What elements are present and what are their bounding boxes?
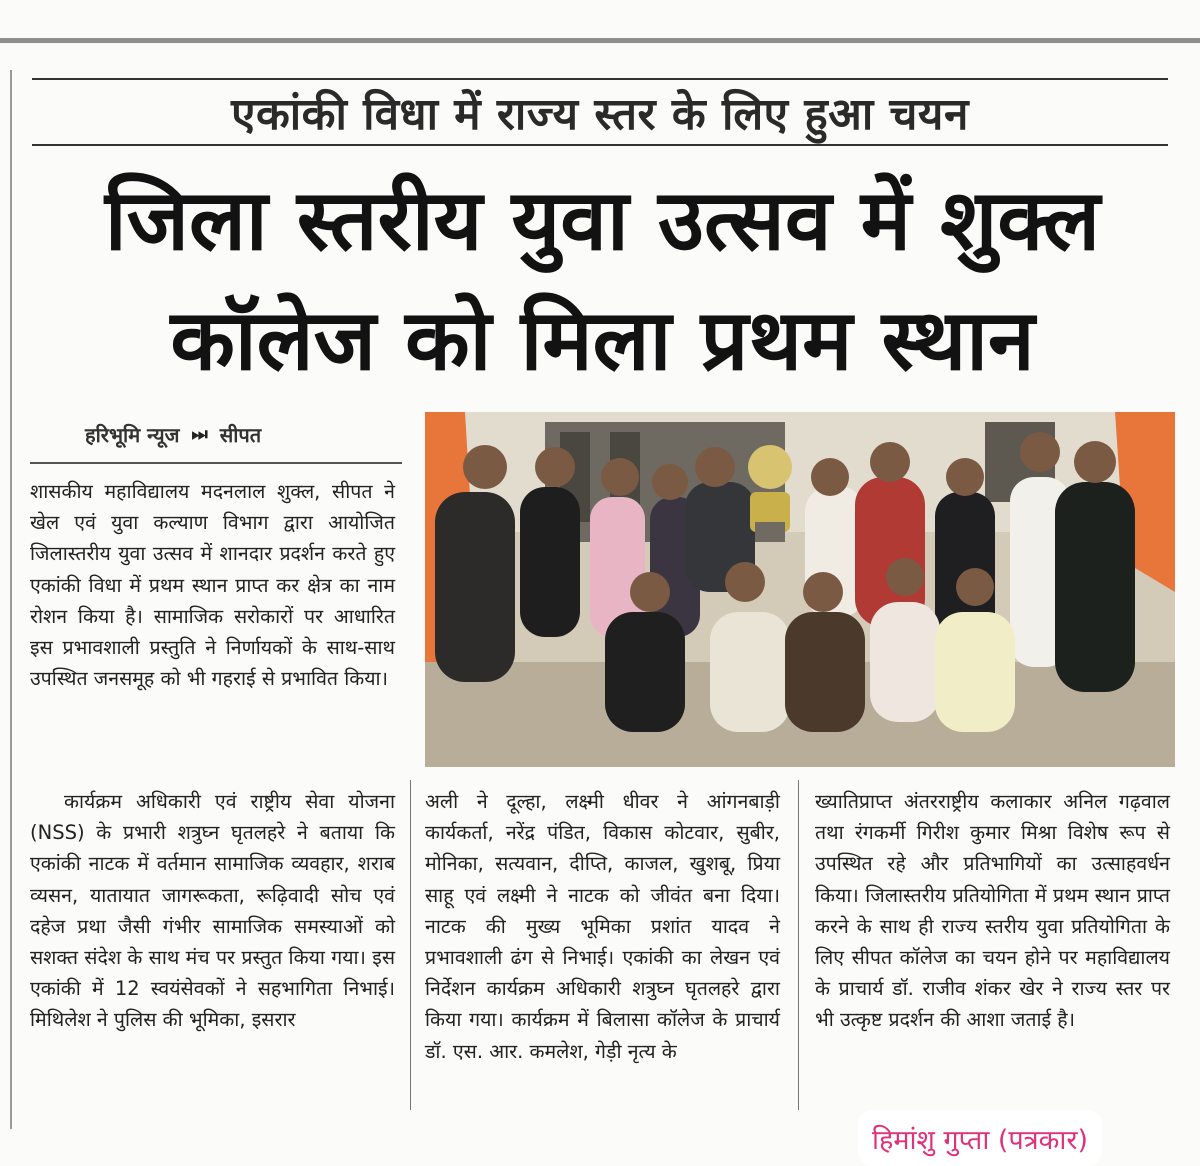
group-photo-illustration — [425, 412, 1175, 767]
top-rule — [0, 38, 1200, 43]
byline-rule — [30, 462, 402, 464]
column-2-text: अली ने दूल्हा, लक्ष्मी धीवर ने आंगनबाड़ी कार्यकर्ता, नरेंद्र पंडित, विकास कोटवार, सुबीर, मोनिका, सत्यवान, दीप्ति, काजल, खुशबू, प्रिया साहू एवं लक्ष्मी ने नाटक को जीवंत बना दिया। नाटक की मुख्य भूमिका प्रशांत यादव ने प्रभावशाली ढंग से निभाई। एकांकी का लेखन एवं निर्देशन कार्यक्रम अधिकारी शत्रुघ्न घृतलहरे द्वारा किया गया। कार्यक्रम में बिलासा कॉलेज के प्राचार्य डॉ. एस. आर. कमलेश, गेड़ी नृत्य के — [425, 790, 780, 1063]
headline-line-1: जिला स्तरीय युवा उत्सव में शुक्ल — [104, 171, 1101, 269]
column-divider-2 — [798, 780, 799, 1110]
byline — [85, 416, 405, 452]
left-margin-rule — [10, 70, 12, 1129]
column-3-text: ख्यातिप्राप्त अंतरराष्ट्रीय कलाकार अनिल गढ़वाल तथा रंगकर्मी गिरीश कुमार मिश्रा विशेष रूप से उपस्थित रहे और प्रतिभागियों का उत्साहवर्धन किया। जिलास्तरीय प्रतियोगिता में प्रथम स्थान प्राप्त करने के साथ ही राज्य स्तरीय युवा प्रतियोगिता के लिए सीपत कॉलेज का चयन होने पर महाविद्यालय के प्राचार्य डॉ. राजीव शंकर खेर ने राज्य स्तर पर भी उत्कृष्ट प्रदर्शन की आशा जताई है। — [815, 790, 1170, 1032]
fast-forward-icon: ⏭ — [191, 423, 208, 445]
column-1-paragraph-2: कार्यक्रम अधिकारी एवं राष्ट्रीय सेवा योजना (NSS) के प्रभारी शत्रुघ्न घृतलहरे ने बताया कि एकांकी नाटक में वर्तमान सामाजिक व्यवहार, शराब व्यसन, यातायात जागरूकता, रूढ़िवादी सोच एवं दहेज प्रथा जैसी गंभीर सामाजिक समस्याओं को सशक्त संदेश के साथ मंच पर प्रस्तुत किया गया। इस एकांकी में 12 स्वयंसेवकों ने सहभागिता निभाई। मिथिलेश ने पुलिस की भूमिका, इसरार — [30, 790, 395, 1032]
byline-place: सीपत — [219, 422, 262, 447]
photo-credit: हिमांशु गुप्ता (पत्रकार) — [858, 1110, 1102, 1166]
column-1-paragraph-1: शासकीय महाविद्यालय मदनलाल शुक्ल, सीपत ने खेल एवं युवा कल्याण विभाग द्वारा आयोजित जिलास्तरीय युवा उत्सव में शानदार प्रदर्शन करते हुए एकांकी विधा में प्रथम स्थान प्राप्त कर क्षेत्र का नाम रोशन किया है। सामाजिक सरोकारों पर आधारित इस प्रभावशाली प्रस्तुति ने निर्णायकों के साथ-साथ उपस्थित जनसमूह को भी गहराई से प्रभावित किया। — [30, 480, 395, 691]
main-headline — [20, 160, 1185, 400]
kicker-headline: एकांकी विधा में राज्य स्तर के लिए हुआ चयन — [32, 78, 1168, 146]
column-divider-1 — [410, 780, 411, 1110]
byline-source: हरिभूमि न्यूज — [85, 422, 180, 447]
headline-line-2: कॉलेज को मिला प्रथम स्थान — [170, 291, 1035, 389]
